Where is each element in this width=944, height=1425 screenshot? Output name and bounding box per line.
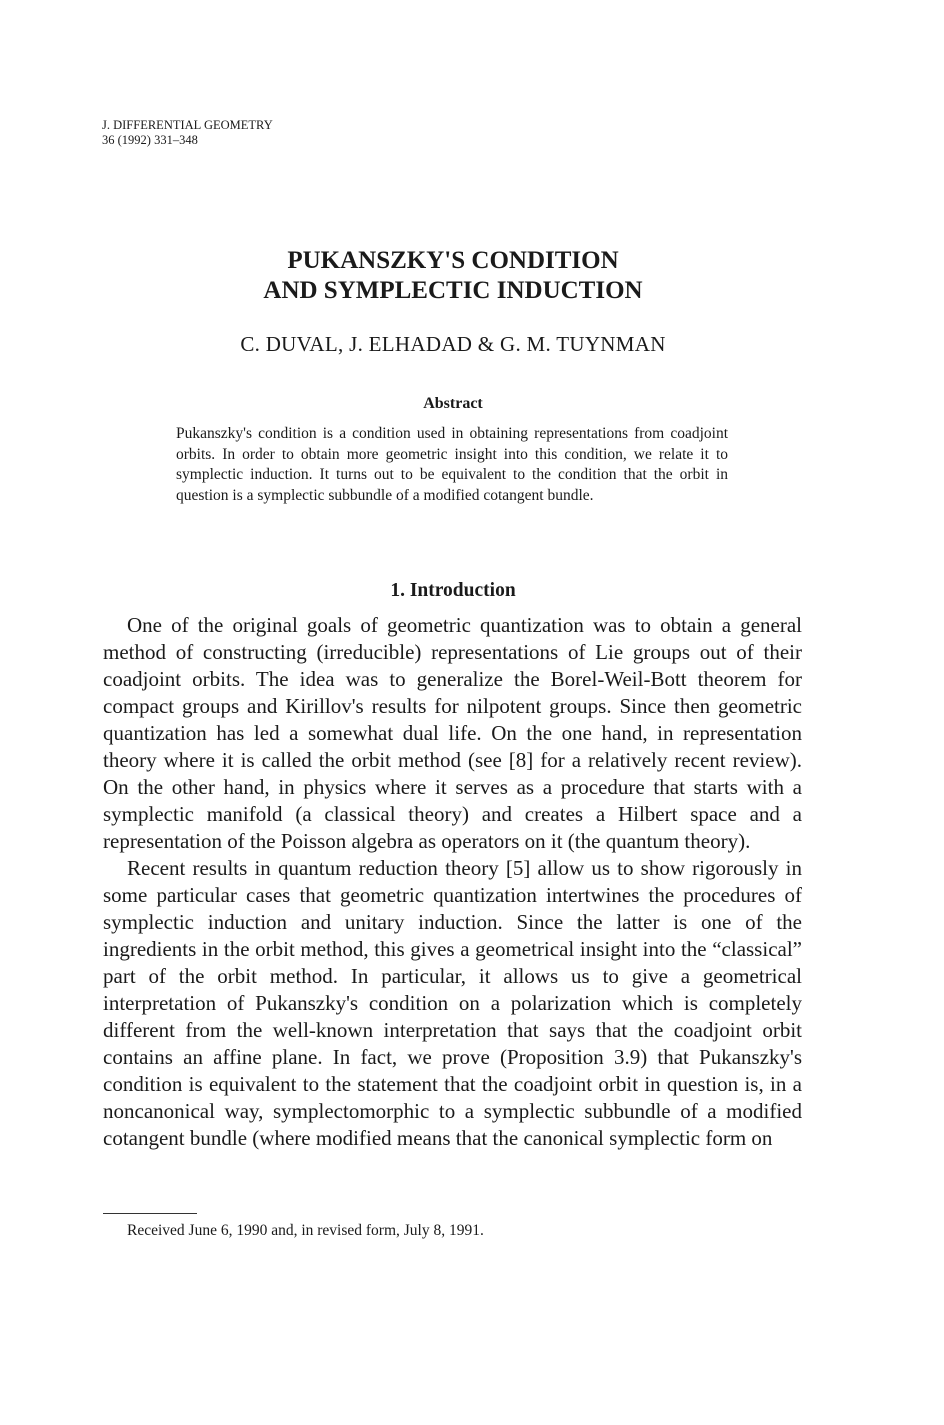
footnote-divider (103, 1213, 197, 1214)
abstract-text: Pukanszky's condition is a condition used in obtaining representations from coadjoint orbits. In order to obtain more geometric insight into this condition, we relate it to symplectic induction. It turns out to be equivalent to the condition that the orbit in question is a symplectic subbundle of a modified cotangent bundle. (176, 425, 728, 504)
author-list: C. DUVAL, J. ELHADAD & G. M. TUYNMAN (240, 332, 666, 356)
journal-volume-pages: 36 (1992) 331–348 (102, 133, 198, 147)
abstract-heading: Abstract (423, 395, 483, 412)
section-heading-introduction: 1. Introduction (390, 580, 516, 601)
journal-header (102, 118, 273, 148)
footnote-received: Received June 6, 1990 and, in revised form, July 8, 1991. (127, 1222, 484, 1239)
title-line-1: PUKANSZKY'S CONDITION (287, 247, 619, 274)
paragraph: Recent results in quantum reduction theory [5] allow us to show rigorously in some particular cases that geometric quantization intertwines the procedures of symplectic induction and unitary induction. Since the latter is one of the ingredients in the orbit method, this gives a geometrical insight into the “classical” part of the orbit method. In particular, it allows us to give a geometrical interpretation of Pukanszky's condition on a polarization which is completely different from the well-known interpretation that says that the coadjoint orbit contains an affine plane. In fact, we prove (Proposition 3.9) that Pukanszky's condition is equivalent to the statement that the coadjoint orbit in question is, in a noncanonical way, symplectomorphic to a symplectic subbundle of a modified cotangent bundle (where modified means that the canonical symplectic form on (103, 856, 802, 1150)
journal-name: J. DIFFERENTIAL GEOMETRY (102, 118, 273, 132)
title-line-2: AND SYMPLECTIC INDUCTION (263, 277, 643, 304)
paper-title (0, 246, 906, 306)
paragraph: One of the original goals of geometric quantization was to obtain a general method of constructing (irreducible) representations of Lie groups out of their coadjoint orbits. The idea was to generalize the Borel-Weil-Bott theorem for compact groups and Kirillov's results for nilpotent groups. Since then geometric quantization has led a somewhat dual life. On the one hand, in representation theory where it is called the orbit method (see [8] for a relatively recent review). On the other hand, in physics where it serves as a procedure that starts with a symplectic manifold (a classical theory) and creates a Hilbert space and a representation of the Poisson algebra as operators on it (the quantum theory). (103, 613, 802, 853)
introduction-body (103, 612, 802, 1152)
